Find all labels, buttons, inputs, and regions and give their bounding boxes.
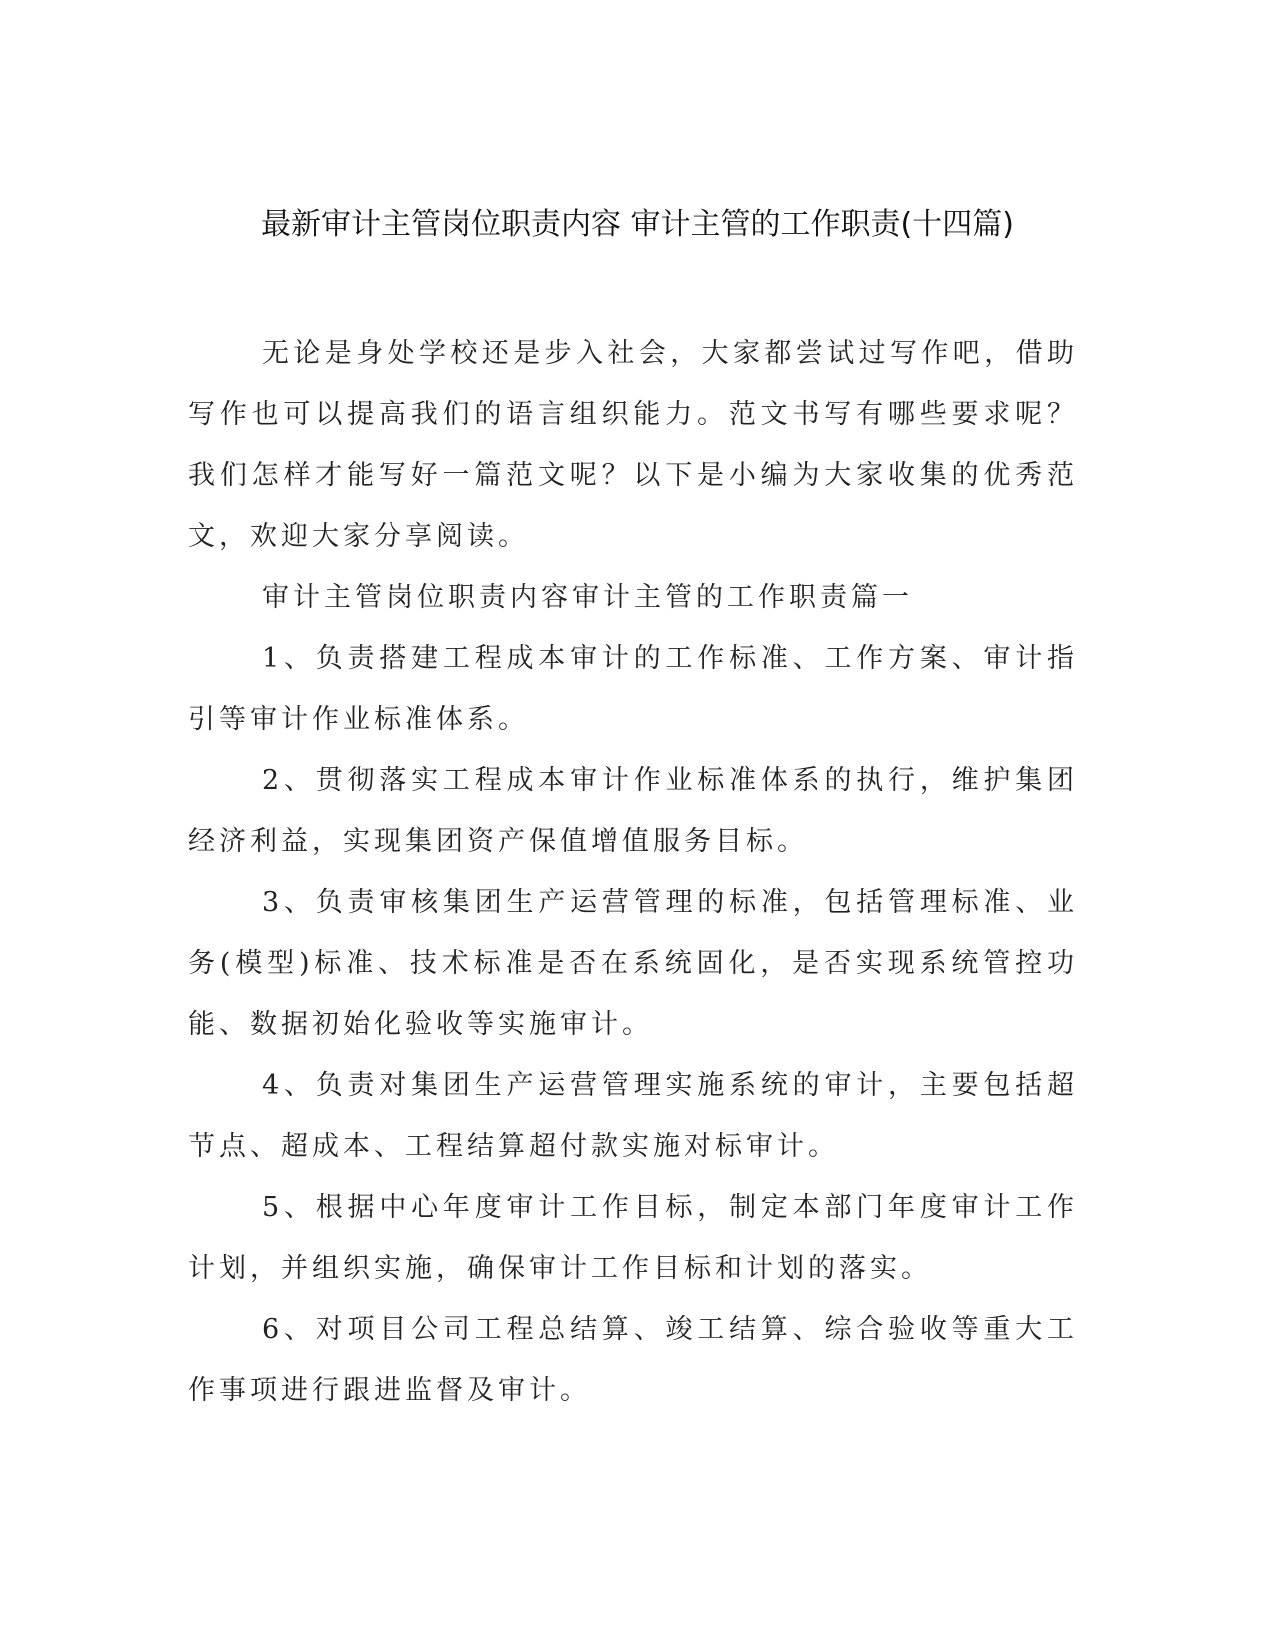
document-body — [188, 323, 1078, 1421]
duty-item-5: 5、根据中心年度审计工作目标，制定本部门年度审计工作计划，并组织实施，确保审计工作目标和计划的落实。 — [188, 1192, 1078, 1284]
duty-item-1: 1、负责搭建工程成本审计的工作标准、工作方案、审计指引等审计作业标准体系。 — [188, 643, 1078, 735]
document-title: 最新审计主管岗位职责内容 审计主管的工作职责(十四篇) — [261, 207, 1014, 242]
duty-item-6: 6、对项目公司工程总结算、竣工结算、综合验收等重大工作事项进行跟进监督及审计。 — [188, 1314, 1078, 1406]
duty-item-3: 3、负责审核集团生产运营管理的标准，包括管理标准、业务(模型)标准、技术标准是否在系统固化，是否实现系统管控功能、数据初始化验收等实施审计。 — [188, 887, 1078, 1040]
section-heading: 审计主管岗位职责内容审计主管的工作职责篇一 — [262, 582, 913, 613]
duty-item-2: 2、贯彻落实工程成本审计作业标准体系的执行，维护集团经济利益，实现集团资产保值增值服务目标。 — [188, 765, 1078, 857]
intro-paragraph: 无论是身处学校还是步入社会，大家都尝试过写作吧，借助写作也可以提高我们的语言组织能力。范文书写有哪些要求呢？我们怎样才能写好一篇范文呢？以下是小编为大家收集的优秀范文，欢迎大家分享阅读。 — [188, 338, 1078, 552]
duty-item-4: 4、负责对集团生产运营管理实施系统的审计，主要包括超节点、超成本、工程结算超付款实施对标审计。 — [188, 1070, 1078, 1162]
